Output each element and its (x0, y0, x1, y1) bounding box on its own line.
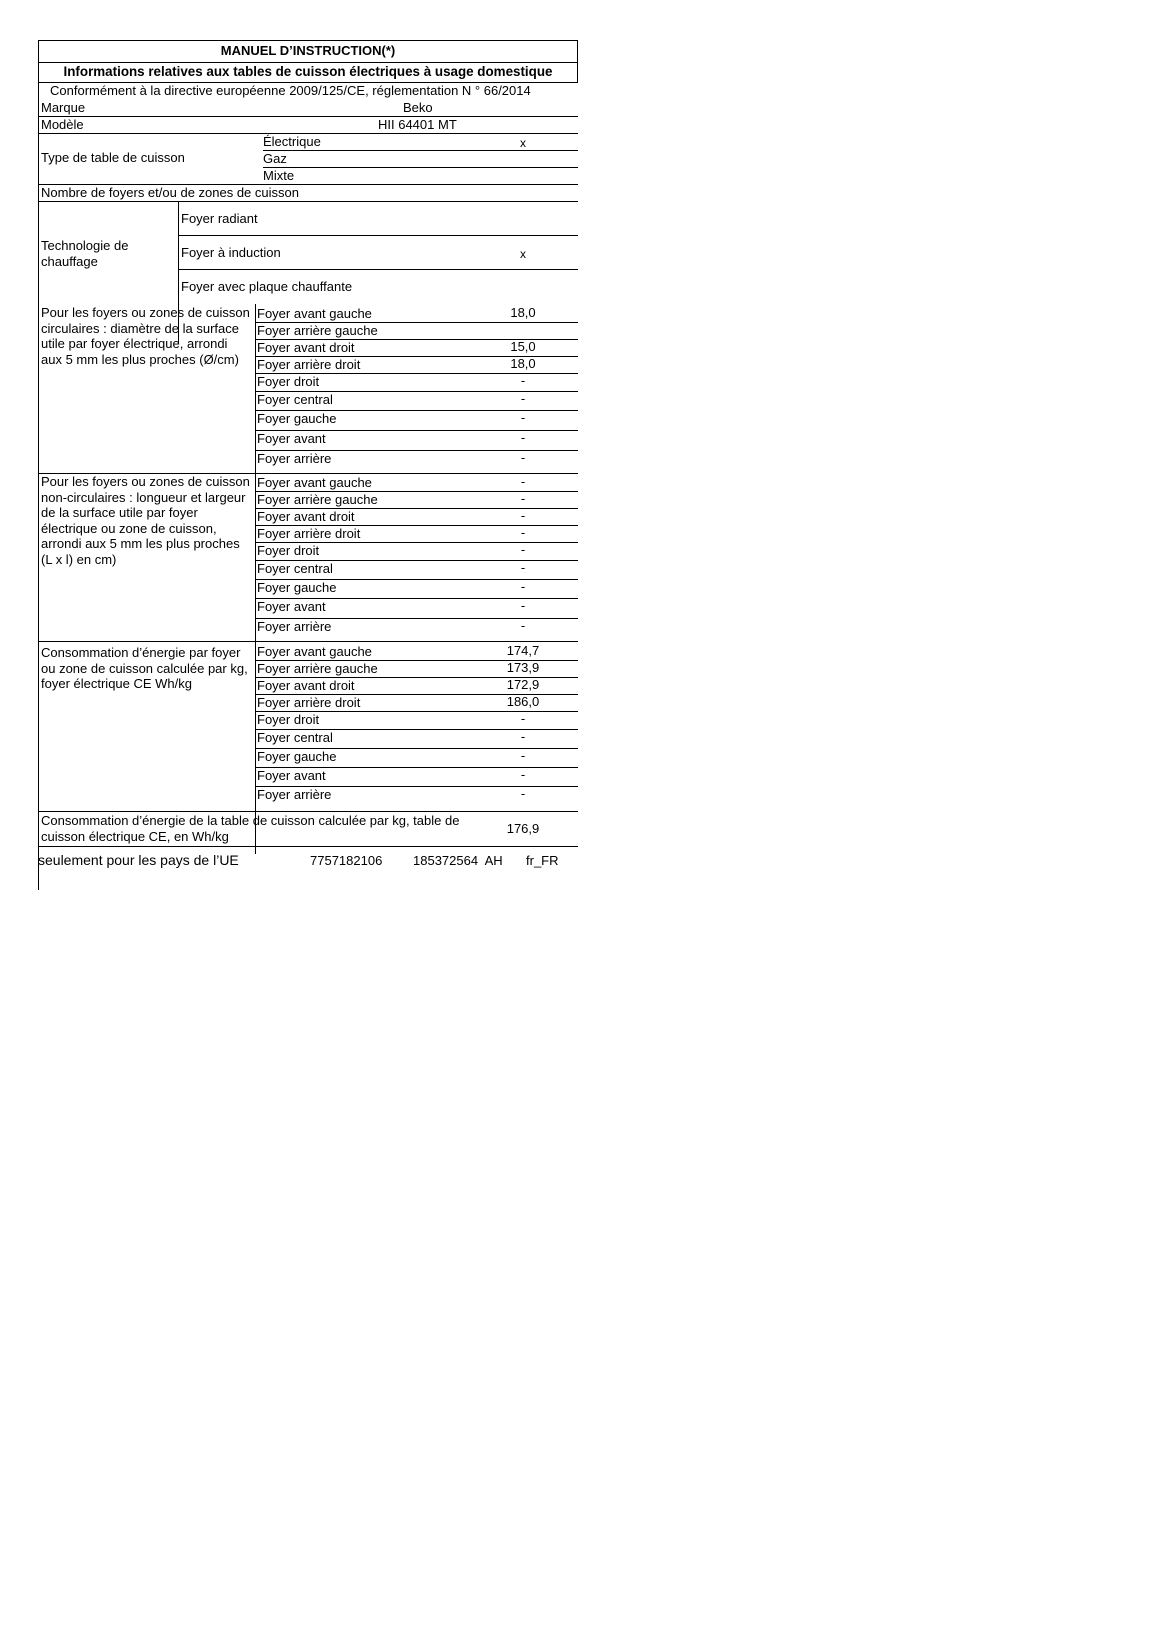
noncircular-label: Pour les foyers ou zones de cuisson non-circulaires : longueur et largeur de la surface utile par foyer électrique ou zone de cuisson, arrondi aux 5 mm les plus proches (L x l) en cm) (41, 474, 250, 567)
zone-value: - (520, 450, 526, 465)
zone-value: - (520, 598, 526, 613)
heating-option: Foyer avec plaque chauffante (181, 279, 353, 294)
zone-name: Foyer central (257, 561, 333, 576)
zone-name: Foyer arrière (257, 451, 332, 466)
brand-value: Beko (403, 100, 433, 115)
zone-name: Foyer gauche (257, 411, 337, 426)
zone-name: Foyer droit (257, 543, 320, 558)
zone-name: Foyer droit (257, 712, 320, 727)
zone-value: - (520, 542, 526, 557)
zone-value: 172,9 (506, 677, 540, 692)
zone-value: - (520, 618, 526, 633)
zone-value: - (520, 474, 526, 489)
zone-value: - (520, 373, 526, 388)
zone-value: - (520, 491, 526, 506)
heating-mark: x (520, 247, 526, 261)
zone-name: Foyer avant (257, 768, 326, 783)
zones-count-label: Nombre de foyers et/ou de zones de cuisson (41, 185, 299, 200)
zone-value: - (520, 767, 526, 782)
heating-label: Technologie de chauffage (41, 238, 129, 269)
zone-name: Foyer gauche (257, 580, 337, 595)
zone-value: - (520, 786, 526, 801)
zone-name: Foyer arrière gauche (257, 661, 378, 676)
directive-text: Conformément à la directive européenne 2009/125/CE, réglementation N ° 66/2014 (50, 83, 531, 98)
zone-name: Foyer arrière droit (257, 357, 361, 372)
zone-value: - (520, 748, 526, 763)
zone-value: 15,0 (510, 339, 536, 354)
zone-name: Foyer arrière gauche (257, 323, 378, 338)
model-value: HII 64401 MT (378, 117, 457, 132)
document-title: MANUEL D’INSTRUCTION(*) (220, 43, 396, 58)
zone-value: 18,0 (510, 356, 536, 371)
zone-name: Foyer arrière droit (257, 695, 361, 710)
zone-value: 173,9 (506, 660, 540, 675)
hob-type-label: Type de table de cuisson (41, 150, 185, 165)
total-label: Consommation d’énergie de la table de cuisson calculée par kg, table de cuisson électrique CE, en Wh/kg (41, 813, 460, 844)
zone-name: Foyer droit (257, 374, 320, 389)
zone-value: 18,0 (510, 305, 536, 320)
zone-name: Foyer central (257, 392, 333, 407)
zone-value: - (520, 711, 526, 726)
zone-name: Foyer arrière (257, 619, 332, 634)
circular-label: Pour les foyers ou zones de cuisson circulaires : diamètre de la surface utile par foyer électrique, arrondi aux 5 mm les plus proches (Ø/cm) (41, 305, 250, 367)
section-header: Informations relatives aux tables de cuisson électriques à usage domestique (63, 64, 553, 79)
zone-name: Foyer avant (257, 599, 326, 614)
zone-value: 186,0 (506, 694, 540, 709)
total-value: 176,9 (506, 821, 540, 836)
zone-name: Foyer avant droit (257, 678, 355, 693)
zone-name: Foyer arrière droit (257, 526, 361, 541)
zone-value: - (520, 410, 526, 425)
zone-name: Foyer avant (257, 431, 326, 446)
heating-option: Foyer à induction (181, 245, 281, 260)
zone-value: 174,7 (506, 643, 540, 658)
zone-name: Foyer avant gauche (257, 644, 372, 659)
zone-name: Foyer central (257, 730, 333, 745)
zone-value: - (520, 525, 526, 540)
zone-name: Foyer avant gauche (257, 475, 372, 490)
footer-locale: fr_FR (526, 853, 559, 868)
zone-value: - (520, 579, 526, 594)
hob-type-option: Électrique (263, 134, 321, 149)
zone-name: Foyer avant droit (257, 340, 355, 355)
zone-value: - (520, 560, 526, 575)
zone-name: Foyer arrière gauche (257, 492, 378, 507)
zone-name: Foyer avant gauche (257, 306, 372, 321)
model-label: Modèle (41, 117, 84, 132)
footer-code-2: 185372564 AH (413, 853, 503, 868)
energy-label: Consommation d’énergie par foyer ou zone de cuisson calculée par kg, foyer électrique CE Wh/kg (41, 645, 248, 691)
zone-value: - (520, 430, 526, 445)
heating-option: Foyer radiant (181, 211, 258, 226)
hob-type-mark: x (520, 136, 526, 150)
zone-name: Foyer arrière (257, 787, 332, 802)
zone-value: - (520, 391, 526, 406)
brand-label: Marque (41, 100, 86, 115)
zone-name: Foyer avant droit (257, 509, 355, 524)
footer-code-1: 7757182106 (310, 853, 383, 868)
hob-type-option: Gaz (263, 151, 287, 166)
zone-value: - (520, 508, 526, 523)
footer-note: seulement pour les pays de l’UE (38, 852, 239, 868)
zone-value: - (520, 729, 526, 744)
zone-name: Foyer gauche (257, 749, 337, 764)
hob-type-option: Mixte (263, 168, 295, 183)
